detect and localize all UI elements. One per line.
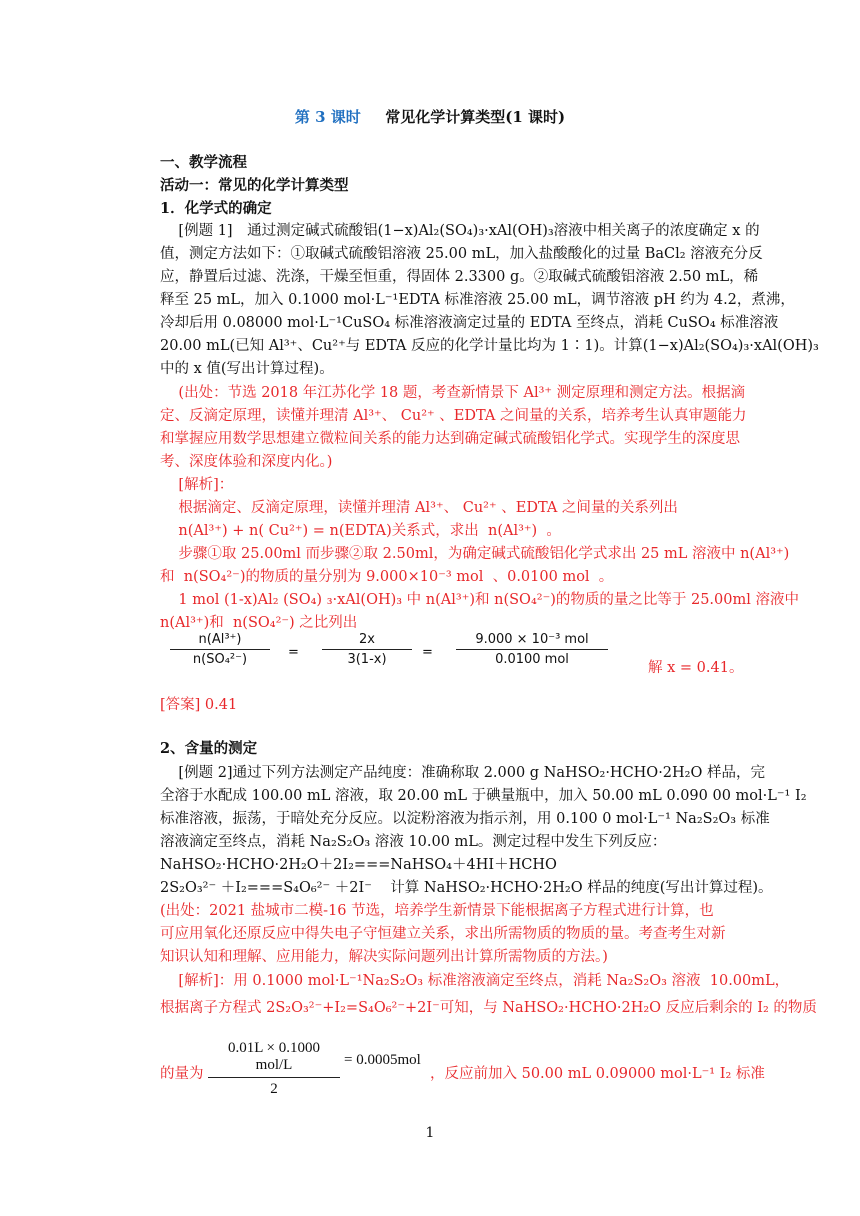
formula2-prefix: 的量为 xyxy=(160,1066,204,1082)
formula-result: 解 x = 0.41。 xyxy=(648,660,744,676)
text-line-q4: 溶液滴定至终点，消耗 Na₂S₂O₃ 溶液 10.00 mL。测定过程中发生下列反应： xyxy=(160,834,667,850)
text-line-r1: (出处：节选 2018 年江苏化学 18 题，考查新情景下 Al³⁺ 测定原理和测定方法。根据滴 xyxy=(160,385,746,401)
ratio-rhs-numerator: 9.000 × 10⁻³ mol xyxy=(475,632,589,647)
text-line-s2: 可应用氧化还原反应中得失电子守恒建立关系，求出所需物质的物质的量。考查考生对新 xyxy=(160,926,726,942)
text-line-q3: 标准溶液，振荡，于暗处充分反应。以淀粉溶液为指示剂，用 0.100 0 mol·L⁻¹ Na₂S₂O₃ 标准 xyxy=(160,811,770,827)
formula-iodine xyxy=(160,1040,765,1097)
text-line-r11: n(Al³⁺)和 n(SO₄²⁻) 之比列出 xyxy=(160,615,358,631)
text-line-p6: 20.00 mL(已知 Al³⁺、Cu²⁺与 EDTA 反应的化学计量比均为 1∶1)。计算(1−x)Al₂(SO₄)₃·xAl(OH)₃ xyxy=(160,338,819,354)
formula2-result: = 0.0005mol xyxy=(344,1052,421,1068)
text-line-s5: 根据离子方程式 2S₂O₃²⁻+I₂=S₄O₆²⁻+2I⁻可知，与 NaHSO₂·HCHO·2H₂O 反应后剩余的 I₂ 的物质 xyxy=(160,1000,817,1016)
formula2-denominator: 2 xyxy=(270,1081,278,1097)
text-line-r9: 和 n(SO₄²⁻)的物质的量分别为 9.000×10⁻³ mol 、0.0100 mol 。 xyxy=(160,569,614,585)
text-line-r6: 根据滴定、反滴定原理，读懂并理清 Al³⁺、 Cu²⁺ 、EDTA 之间量的关系列出 xyxy=(160,500,678,516)
ratio-lhs-numerator: n(Al³⁺) xyxy=(198,632,242,647)
lesson-number: 第 3 课时 xyxy=(294,108,361,126)
page-number: 1 xyxy=(425,1125,435,1141)
text-line-h1: 一、教学流程 xyxy=(160,154,247,171)
text-line-r2: 定、反滴定原理，读懂并理清 Al³⁺、 Cu²⁺ 、EDTA 之间量的关系，培养考生认真审题能力 xyxy=(160,408,747,424)
equals-sign: = xyxy=(288,645,299,660)
text-line-r5: [解析]： xyxy=(160,477,234,493)
page-title xyxy=(0,106,860,127)
text-line-h2: 活动一：常见的化学计算类型 xyxy=(160,177,349,194)
text-line-h3: 1．化学式的确定 xyxy=(160,200,272,217)
formula2-suffix: ，反应前加入 50.00 mL 0.09000 mol·L⁻¹ I₂ 标准 xyxy=(430,1066,765,1082)
text-line-q6: 2S₂O₃²⁻ ＋I₂===S₄O₆²⁻ ＋2I⁻ 计算 NaHSO₂·HCHO·2H₂O 样品的纯度(写出计算过程)。 xyxy=(160,880,773,896)
text-line-r3: 和掌握应用数学思想建立微粒间关系的能力达到确定碱式硫酸铝化学式。实现学生的深度思 xyxy=(160,431,740,447)
text-line-ans: [答案] 0.41 xyxy=(160,697,238,713)
text-line-p1: [例题 1] 通过测定碱式硫酸铝(1−x)Al₂(SO₄)₃·xAl(OH)₃溶液中相关离子的浓度确定 x 的 xyxy=(160,223,760,239)
text-line-q1: [例题 2]通过下列方法测定产品纯度：准确称取 2.000 g NaHSO₂·HCHO·2H₂O 样品，完 xyxy=(160,765,765,781)
equals-sign: = xyxy=(422,645,433,660)
text-line-r4: 考、深度体验和深度内化。) xyxy=(160,454,333,470)
text-line-s4: [解析]：用 0.1000 mol·L⁻¹Na₂S₂O₃ 标准溶液滴定至终点，消耗 Na₂S₂O₃ 溶液 10.00mL， xyxy=(160,973,790,989)
text-line-p3: 应，静置后过滤、洗涤，干燥至恒重，得固体 2.3300 g。②取碱式硫酸铝溶液 2.50 mL，稀 xyxy=(160,269,759,285)
text-line-p7: 中的 x 值(写出计算过程)。 xyxy=(160,361,334,377)
ratio-rhs-denominator: 0.0100 mol xyxy=(495,652,569,667)
text-line-q2: 全溶于水配成 100.00 mL 溶液，取 20.00 mL 于碘量瓶中，加入 50.00 mL 0.090 00 mol·L⁻¹ I₂ xyxy=(160,788,807,804)
text-line-r8: 步骤①取 25.00ml 而步骤②取 2.50ml，为确定碱式硫酸铝化学式求出 25 mL 溶液中 n(Al³⁺) xyxy=(160,546,790,562)
text-line-s3: 知识认知和理解、应用能力，解决实际问题列出计算所需物质的方法。) xyxy=(160,949,608,965)
text-line-r10: 1 mol (1-x)Al₂ (SO₄) ₃·xAl(OH)₃ 中 n(Al³⁺)和 n(SO₄²⁻)的物质的量之比等于 25.00ml 溶液中 xyxy=(160,592,799,608)
text-line-p5: 冷却后用 0.08000 mol·L⁻¹CuSO₄ 标准溶液滴定过量的 EDTA 至终点，消耗 CuSO₄ 标准溶液 xyxy=(160,315,779,331)
text-line-h4: 2、含量的测定 xyxy=(160,740,258,757)
text-line-p4: 释至 25 mL，加入 0.1000 mol·L⁻¹EDTA 标准溶液 25.00 mL，调节溶液 pH 约为 4.2，煮沸， xyxy=(160,292,795,308)
ratio-mid-denominator: 3(1-x) xyxy=(347,652,387,667)
text-line-q5: NaHSO₂·HCHO·2H₂O＋2I₂===NaHSO₄＋4HI＋HCHO xyxy=(160,857,557,873)
ratio-lhs-denominator: n(SO₄²⁻) xyxy=(192,652,248,667)
formula2-numerator: 0.01L × 0.1000 mol/L xyxy=(227,1040,321,1073)
text-line-s1: (出处：2021 盐城市二模-16 节选，培养学生新情景下能根据离子方程式进行计算，也 xyxy=(160,903,714,919)
lesson-topic: 常见化学计算类型(1 课时) xyxy=(385,108,566,126)
ratio-mid-numerator: 2x xyxy=(359,632,375,647)
text-line-p2: 值，测定方法如下：①取碱式硫酸铝溶液 25.00 mL，加入盐酸酸化的过量 BaCl₂ 溶液充分反 xyxy=(160,246,763,262)
text-line-r7: n(Al³⁺) + n( Cu²⁺) = n(EDTA)关系式，求出 n(Al³⁺) 。 xyxy=(160,523,561,539)
formula-ratio xyxy=(170,632,750,682)
